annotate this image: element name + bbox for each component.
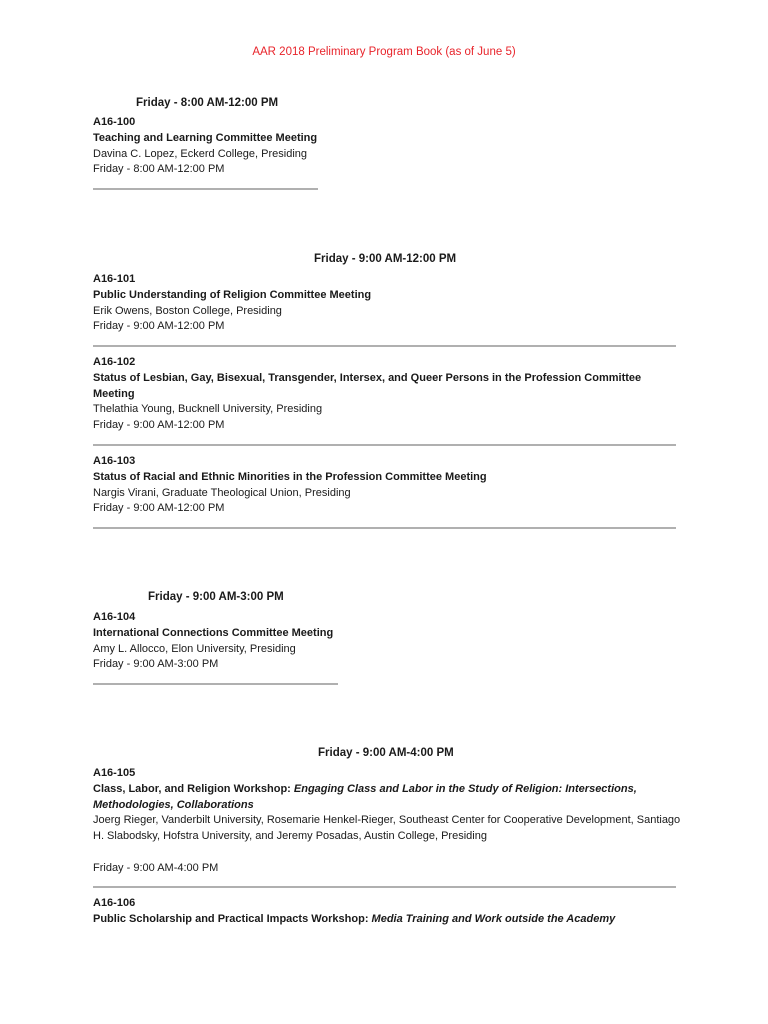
divider bbox=[93, 527, 676, 529]
session-id: A16-105 bbox=[93, 767, 136, 779]
divider bbox=[93, 188, 318, 190]
session-subtitle: Engaging Class and Labor in the Study of Religion: Intersections, Methodologies, Collaborations bbox=[93, 782, 637, 811]
time-slot-heading: Friday - 9:00 AM-12:00 PM bbox=[314, 253, 457, 265]
session-time: Friday - 9:00 AM-3:00 PM bbox=[93, 658, 219, 671]
session-time: Friday - 9:00 AM-12:00 PM bbox=[93, 502, 225, 515]
time-slot-heading: Friday - 9:00 AM-4:00 PM bbox=[318, 747, 454, 759]
session-id: A16-101 bbox=[93, 273, 136, 285]
session-title: Class, Labor, and Religion Workshop: Engaging Class and Labor in the Study of Religion: Intersections, Methodologies, Collaborations bbox=[93, 782, 637, 811]
page-header: AAR 2018 Preliminary Program Book (as of June 5) bbox=[252, 46, 516, 58]
session-time: Friday - 9:00 AM-12:00 PM bbox=[93, 320, 225, 333]
session-presiding: Erik Owens, Boston College, Presiding bbox=[93, 304, 282, 317]
session-entry bbox=[93, 272, 683, 335]
session-entry bbox=[93, 896, 683, 928]
session-title: Teaching and Learning Committee Meeting bbox=[93, 131, 318, 144]
session-presiding: Davina C. Lopez, Eckerd College, Presiding bbox=[93, 147, 308, 160]
session-presiding: Amy L. Allocco, Elon University, Presiding bbox=[93, 642, 296, 655]
session-subtitle: Media Training and Work outside the Academy bbox=[371, 912, 616, 925]
time-slot-heading: Friday - 9:00 AM-3:00 PM bbox=[148, 591, 284, 603]
session-id: A16-103 bbox=[93, 455, 136, 467]
session-id: A16-106 bbox=[93, 897, 136, 909]
session-entry bbox=[93, 766, 683, 877]
session-time: Friday - 8:00 AM-12:00 PM bbox=[93, 163, 225, 176]
session-entry bbox=[93, 115, 683, 178]
session-entry bbox=[93, 610, 683, 673]
session-title: Public Scholarship and Practical Impacts Workshop: Media Training and Work outside the Academy bbox=[93, 912, 616, 925]
session-presiding: Nargis Virani, Graduate Theological Union, Presiding bbox=[93, 486, 351, 499]
session-title: Status of Lesbian, Gay, Bisexual, Transgender, Intersex, and Queer Persons in the Profession Committee Meeting bbox=[93, 371, 642, 400]
session-id: A16-104 bbox=[93, 611, 136, 623]
session-title: Public Understanding of Religion Committee Meeting bbox=[93, 288, 372, 301]
session-title: Status of Racial and Ethnic Minorities in the Profession Committee Meeting bbox=[93, 470, 487, 483]
session-title: International Connections Committee Meeting bbox=[93, 626, 334, 639]
divider bbox=[93, 886, 676, 888]
session-time: Friday - 9:00 AM-12:00 PM bbox=[93, 419, 225, 432]
time-slot-heading: Friday - 8:00 AM-12:00 PM bbox=[136, 97, 279, 109]
session-entry bbox=[93, 355, 683, 434]
session-time: Friday - 9:00 AM-4:00 PM bbox=[93, 861, 219, 874]
session-entry bbox=[93, 454, 683, 517]
divider bbox=[93, 683, 338, 685]
divider bbox=[93, 444, 676, 446]
session-presiding: Joerg Rieger, Vanderbilt University, Rosemarie Henkel-Rieger, Southeast Center for Cooperative Development, Santiago H. Slabodsky, Hofstra University, and Jeremy Posadas, Austin College, Presiding bbox=[93, 814, 681, 843]
session-id: A16-100 bbox=[93, 116, 136, 128]
session-presiding: Thelathia Young, Bucknell University, Presiding bbox=[93, 403, 323, 416]
session-id: A16-102 bbox=[93, 356, 136, 368]
divider bbox=[93, 345, 676, 347]
